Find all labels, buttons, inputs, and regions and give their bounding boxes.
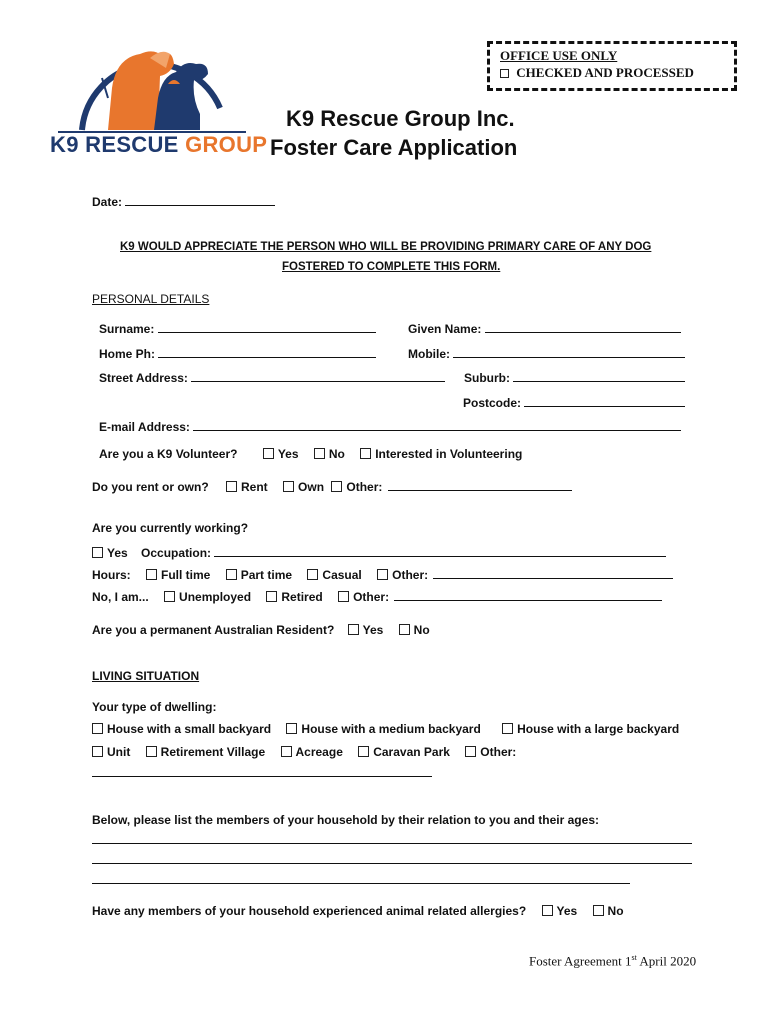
street-address-field <box>99 369 445 385</box>
large-backyard-option[interactable]: House with a large backyard <box>502 722 679 736</box>
rent-other-option[interactable]: Other: <box>331 480 382 494</box>
mobile-label: Mobile: <box>408 347 450 361</box>
living-situation-heading: LIVING SITUATION <box>92 669 200 683</box>
surname-input-line[interactable] <box>158 320 376 333</box>
small-backyard-checkbox[interactable] <box>92 723 103 734</box>
given-name-input-line[interactable] <box>485 320 681 333</box>
hours-label: Hours: <box>92 568 131 582</box>
date-label: Date: <box>92 195 123 209</box>
full-time-option[interactable]: Full time <box>146 568 210 582</box>
resident-no-option[interactable]: No <box>399 623 430 637</box>
rent-other-input-line[interactable] <box>388 478 572 491</box>
not-working-row <box>92 588 662 604</box>
household-input-line-3[interactable] <box>92 883 630 884</box>
volunteer-yes-option[interactable]: Yes <box>263 447 299 461</box>
street-address-input-line[interactable] <box>191 369 445 382</box>
given-name-field <box>408 320 681 336</box>
resident-label: Are you a permanent Australian Resident? <box>92 623 335 637</box>
email-label: E-mail Address: <box>99 420 190 434</box>
given-name-label: Given Name: <box>408 322 482 336</box>
home-ph-input-line[interactable] <box>158 345 376 358</box>
suburb-input-line[interactable] <box>513 369 685 382</box>
occupation-label: Occupation: <box>141 546 212 560</box>
own-checkbox[interactable] <box>283 481 294 492</box>
household-input-line-1[interactable] <box>92 843 692 844</box>
retirement-village-option[interactable]: Retirement Village <box>146 745 265 759</box>
occupation-input-line[interactable] <box>214 544 666 557</box>
working-yes-checkbox[interactable] <box>92 547 103 558</box>
caravan-park-checkbox[interactable] <box>358 746 369 757</box>
home-ph-label: Home Ph: <box>99 347 156 361</box>
notice-line-1: K9 WOULD APPRECIATE THE PERSON WHO WILL BE PROVIDING PRIMARY CARE OF ANY DOG <box>120 241 652 253</box>
volunteer-no-option[interactable]: No <box>314 447 345 461</box>
suburb-field <box>464 369 685 385</box>
acreage-checkbox[interactable] <box>281 746 292 757</box>
dwelling-other-checkbox[interactable] <box>465 746 476 757</box>
household-input-line-2[interactable] <box>92 863 692 864</box>
part-time-option[interactable]: Part time <box>226 568 292 582</box>
office-checked-checkbox[interactable] <box>500 69 509 78</box>
volunteer-label: Are you a K9 Volunteer? <box>99 447 238 461</box>
logo-group-text: GROUP <box>185 132 268 157</box>
dwelling-question: Your type of dwelling: <box>92 700 217 714</box>
dwelling-other-option[interactable]: Other: <box>465 745 516 759</box>
surname-field <box>99 320 376 336</box>
hours-other-option[interactable]: Other: <box>377 568 428 582</box>
volunteer-yes-checkbox[interactable] <box>263 448 274 459</box>
resident-yes-checkbox[interactable] <box>348 624 359 635</box>
casual-checkbox[interactable] <box>307 569 318 580</box>
unit-checkbox[interactable] <box>92 746 103 757</box>
volunteer-no-checkbox[interactable] <box>314 448 325 459</box>
own-option[interactable]: Own <box>283 480 324 494</box>
notice-line-2: FOSTERED TO COMPLETE THIS FORM. <box>282 261 501 273</box>
date-field <box>92 193 275 209</box>
volunteer-interested-checkbox[interactable] <box>360 448 371 459</box>
office-checked-label: CHECKED AND PROCESSED <box>516 65 694 80</box>
not-working-other-option[interactable]: Other: <box>338 590 389 604</box>
unemployed-option[interactable]: Unemployed <box>164 590 251 604</box>
allergy-question <box>92 904 636 918</box>
not-working-label: No, I am... <box>92 590 149 604</box>
dwelling-row-1 <box>92 722 691 736</box>
hours-other-input-line[interactable] <box>433 566 673 579</box>
hours-row <box>92 566 673 582</box>
unit-option[interactable]: Unit <box>92 745 130 759</box>
retirement-village-checkbox[interactable] <box>146 746 157 757</box>
casual-option[interactable]: Casual <box>307 568 361 582</box>
office-use-title: OFFICE USE ONLY <box>500 48 618 63</box>
retired-option[interactable]: Retired <box>266 590 322 604</box>
allergy-yes-checkbox[interactable] <box>542 905 553 916</box>
allergy-no-checkbox[interactable] <box>593 905 604 916</box>
surname-label: Surname: <box>99 322 155 336</box>
medium-backyard-checkbox[interactable] <box>286 723 297 734</box>
rent-checkbox[interactable] <box>226 481 237 492</box>
hours-other-checkbox[interactable] <box>377 569 388 580</box>
form-title: Foster Care Application <box>270 135 518 160</box>
not-working-other-checkbox[interactable] <box>338 591 349 602</box>
postcode-input-line[interactable] <box>524 394 685 407</box>
allergy-no-option[interactable]: No <box>593 904 624 918</box>
mobile-input-line[interactable] <box>453 345 685 358</box>
postcode-field <box>463 394 685 410</box>
volunteer-interested-option[interactable]: Interested in Volunteering <box>360 447 522 461</box>
suburb-label: Suburb: <box>464 371 510 385</box>
dwelling-row-2 <box>92 745 528 759</box>
email-input-line[interactable] <box>193 418 681 431</box>
unemployed-checkbox[interactable] <box>164 591 175 602</box>
home-ph-field <box>99 345 376 361</box>
working-yes-option[interactable]: Yes <box>92 546 128 560</box>
retired-checkbox[interactable] <box>266 591 277 602</box>
personal-details-heading: PERSONAL DETAILS <box>92 292 210 306</box>
allergy-label: Have any members of your household experienced animal related allergies? <box>92 904 527 918</box>
date-input-line[interactable] <box>125 193 275 206</box>
k9-logo <box>50 18 268 160</box>
postcode-label: Postcode: <box>463 396 522 410</box>
logo-rescue-text: RESCUE <box>85 132 179 157</box>
org-title: K9 Rescue Group Inc. <box>286 106 515 131</box>
medium-backyard-option[interactable]: House with a medium backyard <box>286 722 480 736</box>
small-backyard-option[interactable]: House with a small backyard <box>92 722 271 736</box>
working-yes-row <box>92 544 666 560</box>
resident-question <box>92 623 442 637</box>
mobile-field <box>408 345 685 361</box>
resident-yes-option[interactable]: Yes <box>348 623 384 637</box>
dwelling-other-input-line[interactable] <box>92 776 432 777</box>
working-question: Are you currently working? <box>92 521 249 535</box>
email-field <box>99 418 681 434</box>
rent-or-own-question <box>92 478 572 494</box>
rent-option[interactable]: Rent <box>226 480 268 494</box>
part-time-checkbox[interactable] <box>226 569 237 580</box>
volunteer-question <box>99 447 534 461</box>
not-working-other-input-line[interactable] <box>394 588 662 601</box>
office-use-box <box>487 41 737 91</box>
acreage-option[interactable]: Acreage <box>281 745 343 759</box>
household-question: Below, please list the members of your household by their relation to you and their ages: <box>92 813 599 827</box>
allergy-yes-option[interactable]: Yes <box>542 904 578 918</box>
resident-no-checkbox[interactable] <box>399 624 410 635</box>
street-address-label: Street Address: <box>99 371 188 385</box>
footer-text: Foster Agreement 1st April 2020 <box>529 953 697 969</box>
caravan-park-option[interactable]: Caravan Park <box>358 745 450 759</box>
large-backyard-checkbox[interactable] <box>502 723 513 734</box>
logo-k9-text: K9 <box>50 132 79 157</box>
full-time-checkbox[interactable] <box>146 569 157 580</box>
rent-other-checkbox[interactable] <box>331 481 342 492</box>
rent-or-own-label: Do you rent or own? <box>92 480 209 494</box>
